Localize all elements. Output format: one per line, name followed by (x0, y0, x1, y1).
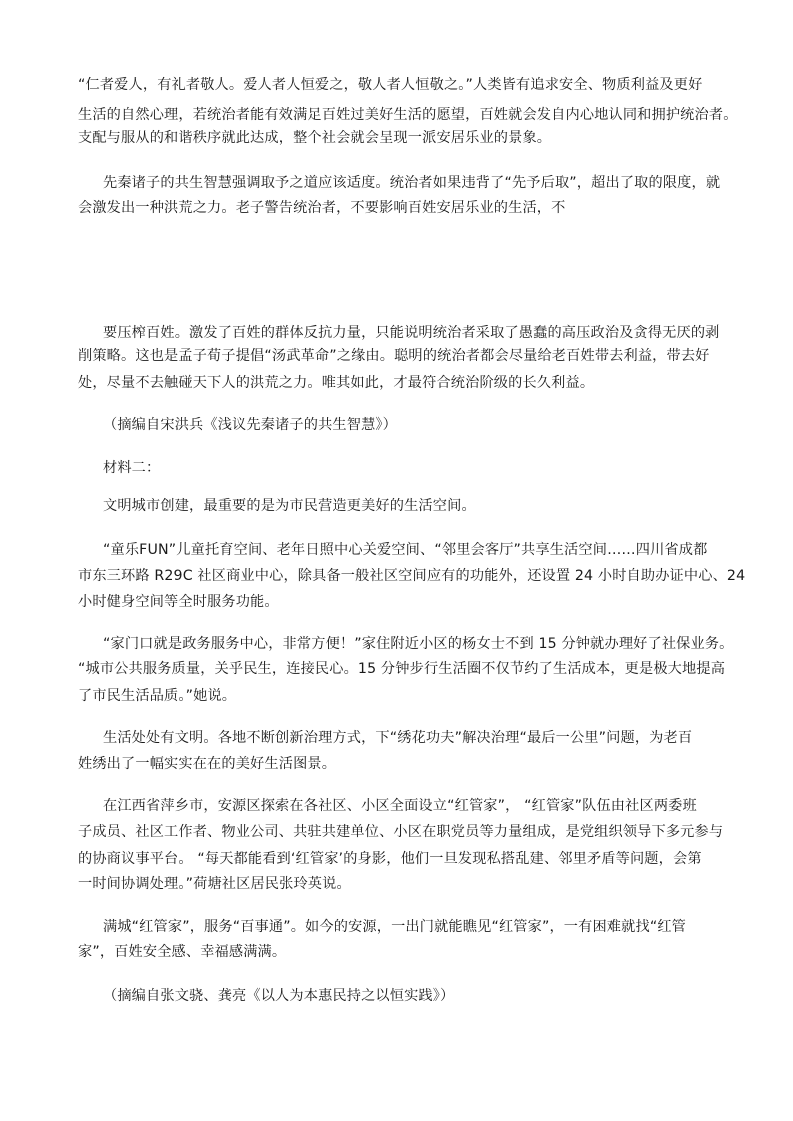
text-line: 子成员、社区工作者、物业公司、共驻共建单位、小区在职党员等力量组成，是党组织领导下多元参与 (78, 824, 724, 840)
text-line: 削策略。这也是孟子荀子提倡“汤武革命”之缘由。聪明的统治者都会尽量给老百姓带去利益，带去好 (78, 348, 710, 364)
text-line: “家门口就是政务服务中心，非常方便！”家住附近小区的杨女士不到 15 分钟就办理好了社保业务。 (103, 636, 734, 652)
text-line: 市东三环路 R29C 社区商业中心，除具备一般社区空间应有的功能外，还设置 24 小时自助办证中心、24 (78, 568, 746, 584)
text-line: 一时间协调处理。”荷塘社区居民张玲英说。 (78, 876, 351, 892)
source-citation: （摘编自张文骁、龚亮《以人为本惠民持之以恒实践》） (103, 988, 455, 1004)
text-line: 处，尽量不去触碰天下人的洪荒之力。唯其如此，才最符合统治阶级的长久利益。 (78, 375, 595, 391)
text-line: 在江西省萍乡市，安源区探索在各社区、小区全面设立“红管家”， “红管家”队伍由社区两委班 (103, 798, 697, 814)
section-heading: 材料二： (103, 460, 161, 476)
text-line: “城市公共服务质量，关乎民生，连接民心。15 分钟步行生活圈不仅节约了生活成本，更是极大地提高 (78, 661, 726, 677)
text-line: “仁者爱人，有礼者敬人。爱人者人恒爱之，敬人者人恒敬之。”人类皆有追求安全、物质利益及更好 (78, 77, 703, 93)
text-line: 文明城市创建，最重要的是为市民营造更美好的生活空间。 (103, 498, 476, 514)
text-line: 的协商议事平台。 “每天都能看到‘红管家’的身影，他们一旦发现私搭乱建、邻里矛盾等问题，会第 (78, 851, 702, 867)
text-line: 会激发出一种洪荒之力。老子警告统治者，不要影响百姓安居乐业的生活，不 (78, 200, 566, 216)
text-line: 小时健身空间等全时服务功能。 (78, 594, 279, 610)
text-line: 要压榨百姓。激发了百姓的群体反抗力量，只能说明统治者采取了愚蠢的高压政治及贪得无厌的剥 (103, 325, 720, 341)
source-citation: （摘编自宋洪兵《浅议先秦诸子的共生智慧》） (103, 417, 397, 433)
text-line: 生活处处有文明。各地不断创新治理方式，下“绣花功夫”解决治理“最后一公里”问题，为老百 (103, 730, 693, 746)
text-line: 家”，百姓安全感、幸福感满满。 (78, 944, 287, 960)
text-line: “童乐FUN”儿童托育空间、老年日照中心关爱空间、“邻里会客厅”共享生活空间……四川省成都 (103, 542, 708, 558)
text-line: 姓绣出了一幅实实在在的美好生活图景。 (78, 756, 337, 772)
text-line: 了市民生活品质。”她说。 (78, 688, 237, 704)
text-line: 先秦诸子的共生智慧强调取予之道应该适度。统治者如果违背了“先予后取”，超出了取的限度，就 (103, 175, 721, 191)
text-line: 生活的自然心理，若统治者能有效满足百姓过美好生活的愿望，百姓就会发自内心地认同和拥护统治者。 (78, 107, 738, 123)
text-line: 支配与服从的和谐秩序就此达成，整个社会就会呈现一派安居乐业的景象。 (78, 130, 552, 146)
text-line: 满城“红管家”，服务“百事通”。如今的安源，一出门就能瞧见“红管家”，一有困难就找“红管 (103, 919, 686, 935)
